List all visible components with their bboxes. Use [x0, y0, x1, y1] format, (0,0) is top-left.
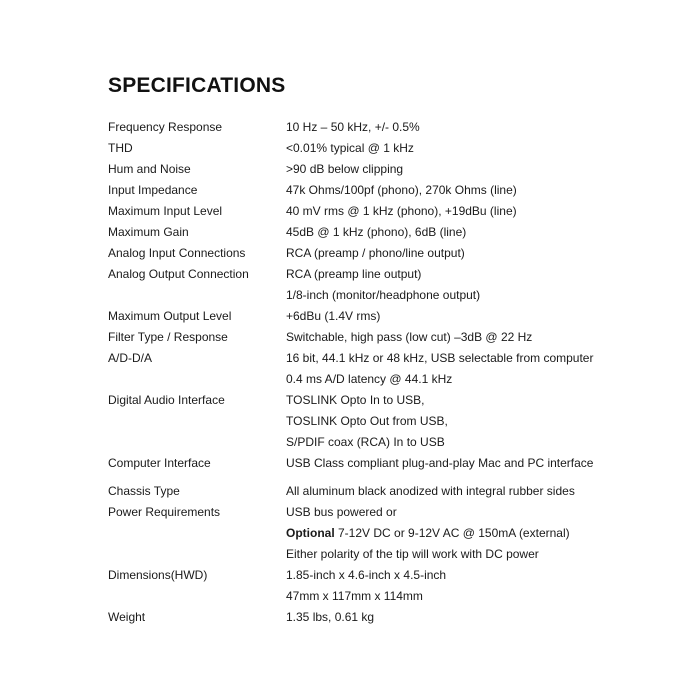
spec-row [108, 243, 628, 264]
spec-values [286, 607, 628, 628]
spec-value: 10 Hz – 50 kHz, +/- 0.5% [286, 120, 420, 134]
spec-value: TOSLINK Opto In to USB, [286, 393, 425, 407]
spec-value: S/PDIF coax (RCA) In to USB [286, 435, 445, 449]
spec-value: 1.85-inch x 4.6-inch x 4.5-inch [286, 568, 447, 582]
spec-value: 1/8-inch (monitor/headphone output) [286, 288, 481, 302]
spec-values [286, 481, 628, 502]
spec-value: 47k Ohms/100pf (phono), 270k Ohms (line) [286, 183, 517, 197]
spec-row [108, 117, 628, 138]
spec-label: Weight [108, 610, 146, 624]
spec-label: Analog Output Connection [108, 267, 249, 281]
spec-value: 0.4 ms A/D latency @ 44.1 kHz [286, 372, 453, 386]
spec-values [286, 243, 628, 264]
spec-label: Chassis Type [108, 484, 180, 498]
spec-row [108, 222, 628, 243]
spec-label: Filter Type / Response [108, 330, 228, 344]
spec-values [286, 348, 628, 390]
spec-row [108, 348, 628, 390]
spec-value: TOSLINK Opto Out from USB, [286, 414, 448, 428]
spec-value: >90 dB below clipping [286, 162, 404, 176]
spec-row [108, 607, 628, 628]
spec-value [286, 523, 628, 544]
spec-label: Maximum Input Level [108, 204, 223, 218]
spec-values [286, 117, 628, 138]
spec-value-emphasis: Optional [286, 526, 335, 540]
spec-value: USB bus powered or [286, 505, 397, 519]
spec-values [286, 306, 628, 327]
spec-value: 47mm x 117mm x 114mm [286, 589, 423, 603]
spec-label: Computer Interface [108, 456, 211, 470]
spec-row [108, 565, 628, 607]
spec-label: Maximum Gain [108, 225, 189, 239]
spec-table [108, 117, 628, 628]
spec-values [286, 159, 628, 180]
spec-row [108, 502, 628, 565]
spec-value: 45dB @ 1 kHz (phono), 6dB (line) [286, 225, 467, 239]
spec-value: RCA (preamp / phono/line output) [286, 246, 465, 260]
spec-value: All aluminum black anodized with integral rubber sides [286, 484, 575, 498]
spec-label: Maximum Output Level [108, 309, 232, 323]
spec-value: 16 bit, 44.1 kHz or 48 kHz, USB selectable from computer [286, 351, 594, 365]
spec-values [286, 138, 628, 159]
spec-label: Digital Audio Interface [108, 393, 225, 407]
spec-label: A/D-D/A [108, 351, 153, 365]
spec-value: 1.35 lbs, 0.61 kg [286, 610, 375, 624]
spec-value: USB Class compliant plug-and-play Mac and PC interface [286, 456, 594, 470]
spec-values [286, 264, 628, 306]
spec-label: Hum and Noise [108, 162, 191, 176]
spec-label: Dimensions(HWD) [108, 568, 208, 582]
spec-row [108, 306, 628, 327]
spec-row [108, 453, 628, 474]
spec-label: Frequency Response [108, 120, 223, 134]
spec-row [108, 327, 628, 348]
spec-values [286, 201, 628, 222]
spec-row [108, 159, 628, 180]
spec-label: Power Requirements [108, 505, 221, 519]
spec-label: Analog Input Connections [108, 246, 246, 260]
spec-label: THD [108, 141, 133, 155]
spec-values [286, 327, 628, 348]
spec-value: Switchable, high pass (low cut) –3dB @ 22 Hz [286, 330, 533, 344]
spec-value: Either polarity of the tip will work with DC power [286, 547, 539, 561]
spec-value-text: 7-12V DC or 9-12V AC @ 150mA (external) [334, 526, 570, 540]
spec-values [286, 180, 628, 201]
spec-row [108, 180, 628, 201]
spec-value: +6dBu (1.4V rms) [286, 309, 381, 323]
spec-values [286, 502, 628, 565]
spec-values [286, 222, 628, 243]
spec-row [108, 481, 628, 502]
spec-label: Input Impedance [108, 183, 198, 197]
spec-row [108, 390, 628, 453]
spec-row [108, 264, 628, 306]
spec-values [286, 453, 628, 474]
spec-row [108, 201, 628, 222]
spec-value: 40 mV rms @ 1 kHz (phono), +19dBu (line) [286, 204, 517, 218]
spec-value: RCA (preamp line output) [286, 267, 422, 281]
page-title: SPECIFICATIONS [108, 74, 286, 97]
spec-values [286, 565, 628, 607]
spec-value: <0.01% typical @ 1 kHz [286, 141, 414, 155]
spec-row [108, 138, 628, 159]
spec-values [286, 390, 628, 453]
